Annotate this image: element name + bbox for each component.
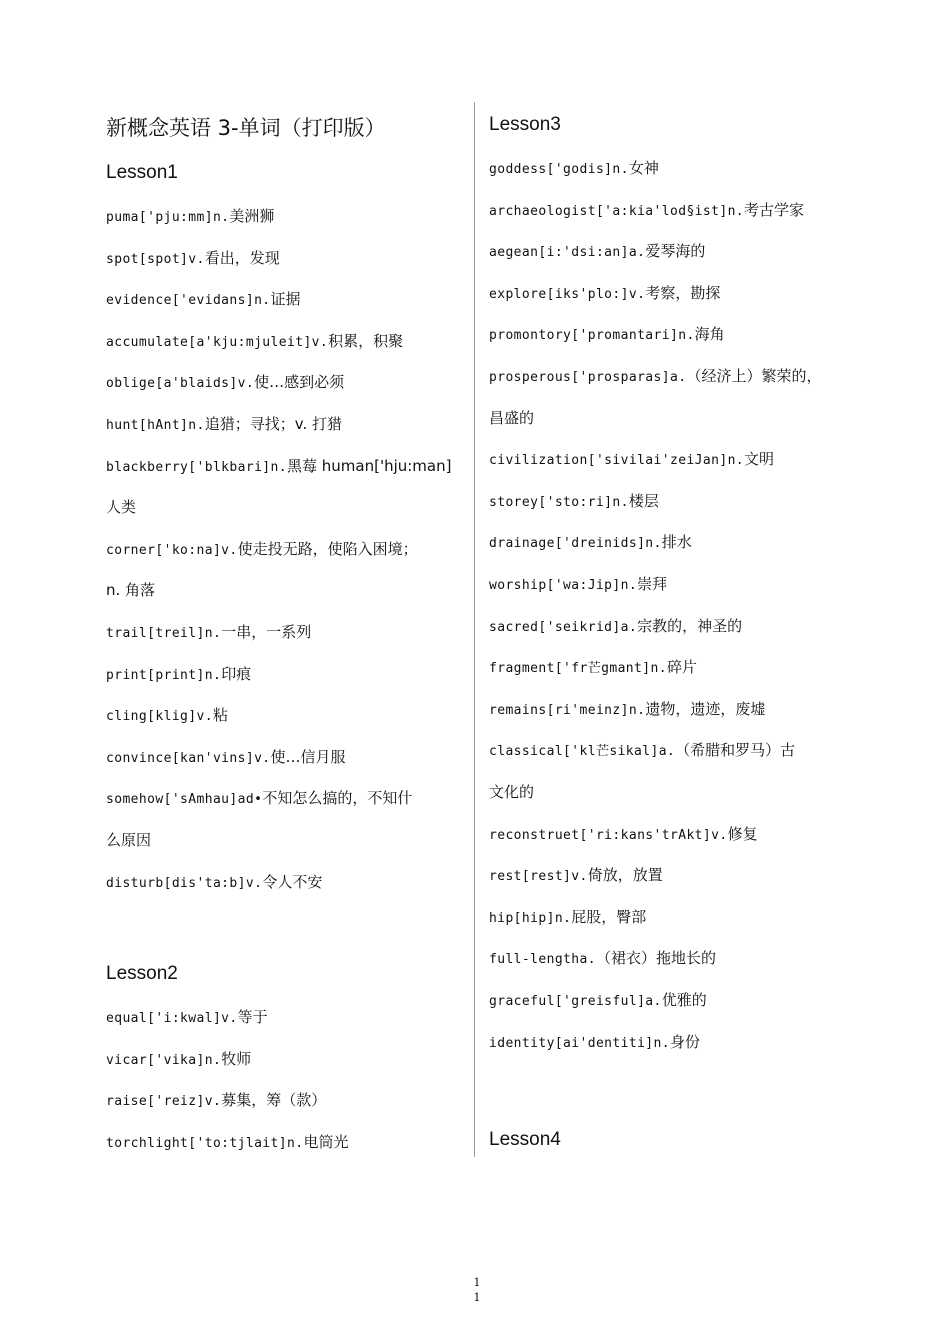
chinese-meaning: 考古学家 [744,200,805,219]
vocab-line [106,580,155,600]
word-phonetic: hunt[hAnt]n. [106,418,205,433]
chinese-meaning: 使…感到必须 [254,373,345,392]
chinese-meaning: 看出，发现 [204,248,280,267]
chinese-meaning: 排水 [661,533,692,552]
word-phonetic: blackberry['blkbari]n. [106,459,287,475]
chinese-meaning: 等于 [237,1008,268,1026]
word-phonetic: print[print]n. [106,667,222,683]
word-phonetic: promontory['promantari]n. [489,328,695,344]
vocab-line [106,747,346,769]
word-phonetic: rest[rest]v. [489,869,588,885]
chinese-meaning: 考察，勘探 [645,283,721,302]
vocab-line [106,664,251,686]
vocab-line [489,824,758,846]
vocab-line [489,948,716,970]
vocab-line [489,366,821,388]
vocab-line [489,241,705,263]
vocab-line [106,1132,348,1154]
word-phonetic: oblige[a'blaids]v. [106,376,255,392]
word-phonetic: storey['sto:ri]n. [489,494,629,510]
vocab-line [106,539,418,561]
vocab-line [106,622,311,644]
vocab-line [489,158,659,180]
vocab-line [106,331,403,353]
word-phonetic: disturb[dis'ta:b]v. [106,875,263,891]
chinese-meaning: 遗物，遗迹，废墟 [645,699,766,718]
vocab-line [489,200,804,222]
word-phonetic: explore[iks'plo:]v. [489,286,646,302]
word-phonetic: sacred['seikrid]a. [489,619,638,635]
word-phonetic: somehow['sAmhau]ad• [106,792,263,808]
chinese-meaning: 粘 [212,706,228,725]
word-phonetic: hip[hip]n. [489,910,572,926]
chinese-meaning: 宗教的，神圣的 [637,616,743,635]
chinese-meaning: 黑莓 human['hju:man] [287,456,452,475]
vocab-line [489,532,692,554]
vocab-line [489,616,742,638]
word-phonetic: fragment['fr芒gmant]n. [489,661,667,677]
vocab-line [489,283,720,305]
chinese-meaning: 碎片 [666,658,697,677]
word-phonetic: torchlight['to:tjlait]n. [106,1135,304,1151]
word-phonetic: civilization['sivilai'zeiJan]n. [489,453,745,469]
word-phonetic: full-lengtha. [489,952,596,968]
vocab-line [106,830,151,850]
word-phonetic: archaeologist['a:kia'lod§ist]n. [489,203,745,219]
vocab-line [489,782,534,802]
vocab-line [489,324,725,346]
chinese-meaning: 女神 [628,159,659,177]
vocab-line [489,865,663,887]
word-phonetic: aegean[i:'dsi:an]a. [489,245,646,261]
chinese-meaning: 电筒光 [303,1132,349,1151]
vocab-line [489,449,774,471]
vocab-line [489,657,697,679]
chinese-meaning: 屁股，臀部 [571,907,647,926]
vocab-line [106,872,322,894]
vocab-line [106,206,274,228]
chinese-meaning: 积累，积聚 [328,331,404,350]
chinese-meaning: 爱琴海的 [645,242,706,261]
chinese-meaning: 身份 [670,1032,701,1051]
chinese-meaning: 不知怎么搞的，不知什 [262,789,413,808]
word-phonetic: corner['ko:na]v. [106,542,238,558]
word-phonetic: classical['kl芒sikal]a. [489,744,676,760]
word-phonetic: identity[ai'dentiti]n. [489,1035,670,1051]
vocab-line [489,574,667,596]
lesson3-heading: Lesson3 [489,114,561,135]
word-phonetic: reconstruet['ri:kans'trAkt]v. [489,827,728,843]
chinese-meaning: 令人不安 [262,872,323,891]
vocab-line [106,372,344,394]
word-phonetic: accumulate[a'kju:mjuleit]v. [106,334,329,350]
vocab-line [106,1007,268,1029]
chinese-meaning: 昌盛的 [489,408,535,427]
vocab-line [489,740,795,762]
vocab-line [489,1032,700,1054]
word-phonetic: equal['i:kwal]v. [106,1011,238,1026]
chinese-meaning: 人类 [106,498,137,517]
chinese-meaning: 崇拜 [637,575,668,593]
chinese-meaning: 楼层 [628,491,659,510]
word-phonetic: graceful['greisful]a. [489,994,662,1009]
chinese-meaning: 牧师 [221,1049,252,1068]
lesson2-heading: Lesson2 [106,963,178,984]
vocab-line [489,699,765,721]
word-phonetic: raise['reiz]v. [106,1094,222,1110]
vocab-line [106,1049,251,1071]
chinese-meaning: 文化的 [489,783,535,801]
vocab-line [106,497,136,517]
lesson1-heading: Lesson1 [106,162,178,183]
word-phonetic: goddess['godis]n. [489,162,629,177]
page-number-repeat: 1 [473,1291,481,1304]
lesson4-heading: Lesson4 [489,1129,561,1150]
word-phonetic: drainage['dreinids]n. [489,536,662,552]
chinese-meaning: （希腊和罗马）古 [675,741,796,760]
page-number: 1 [473,1276,481,1289]
chinese-meaning: （裙衣）拖地长的 [595,949,716,968]
word-phonetic: spot[spot]v. [106,251,205,267]
word-phonetic: cling[klig]v. [106,709,213,725]
chinese-meaning: 一串，一系列 [221,623,312,641]
chinese-meaning: 优雅的 [661,991,707,1009]
chinese-meaning: 印痕 [221,664,252,683]
vocab-line [106,248,280,270]
chinese-meaning: 证据 [270,290,301,309]
column-divider [474,102,475,1157]
vocab-line [106,289,301,311]
vocab-line [489,990,707,1012]
chinese-meaning: 海角 [694,325,725,344]
vocab-line [489,491,659,513]
word-phonetic: vicar['vika]n. [106,1052,222,1068]
word-phonetic: evidence['evidans]n. [106,293,271,309]
word-phonetic: prosperous['prosparas]a. [489,370,687,385]
chinese-meaning: 使走投无路，使陷入困境； [237,539,418,558]
vocab-line [489,408,534,428]
word-phonetic: remains[ri'meinz]n. [489,702,646,718]
chinese-meaning: 追猎；寻找；v. 打猎 [204,415,342,433]
chinese-meaning: 么原因 [106,831,152,849]
chinese-meaning: 修复 [727,824,758,843]
word-phonetic: worship['wa:Jip]n. [489,578,638,593]
word-phonetic: trail[treil]n. [106,626,222,641]
chinese-meaning: 使…信月服 [270,747,346,766]
chinese-meaning: 募集，筹（款） [221,1091,327,1110]
word-phonetic: puma['pju:mm]n. [106,210,230,225]
chinese-meaning: 文明 [744,450,775,469]
vocab-line [489,907,646,929]
vocab-line [106,788,412,810]
vocab-line [106,1090,326,1112]
chinese-meaning: 美洲狮 [229,207,275,225]
vocab-line [106,705,228,727]
vocab-line [106,456,451,478]
word-phonetic: convince[kan'vins]v. [106,750,271,766]
vocab-line [106,414,342,436]
chinese-meaning: （经济上）繁荣的， [686,367,822,385]
chinese-meaning: n. 角落 [106,581,156,600]
chinese-meaning: 倚放，放置 [587,866,663,885]
document-title: 新概念英语 3-单词（打印版） [106,116,386,140]
